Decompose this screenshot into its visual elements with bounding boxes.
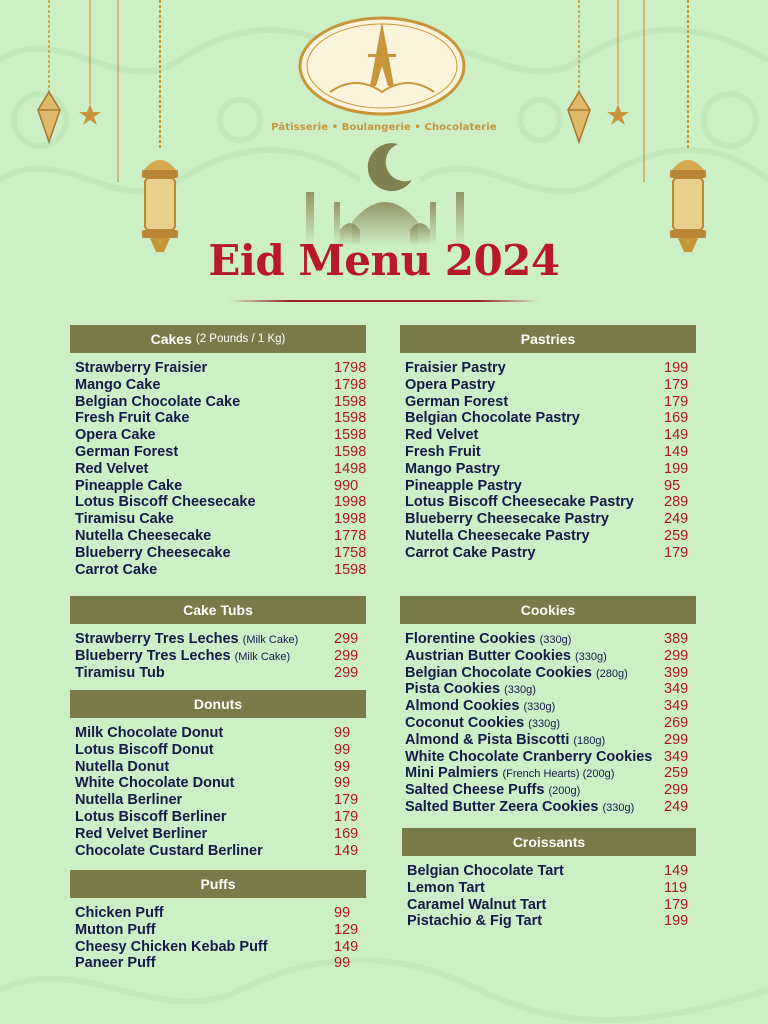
item-label: White Chocolate Donut	[75, 775, 235, 792]
menu-item	[70, 939, 366, 956]
lantern-icon	[564, 0, 594, 150]
section-title: Pastries	[520, 331, 576, 347]
item-label: Red Velvet	[405, 427, 479, 444]
section-note: (2 Pounds / 1 Kg)	[195, 333, 286, 345]
item-price: 179	[664, 896, 689, 913]
item-price: 1598	[334, 393, 367, 410]
menu-item	[400, 444, 696, 461]
item-label: Lotus Biscoff Cheesecake	[75, 494, 256, 511]
item-name	[405, 681, 536, 699]
section-header-cakes	[70, 325, 366, 353]
item-price: 349	[664, 698, 689, 715]
item-price: 389	[664, 631, 689, 647]
item-price: 1498	[334, 460, 367, 477]
item-name	[75, 545, 231, 562]
item-price: 299	[664, 731, 689, 748]
item-price: 179	[664, 544, 689, 561]
item-name	[405, 715, 560, 733]
item-label: German Forest	[75, 443, 179, 460]
item-price: 1598	[334, 561, 367, 578]
item-label: Mutton Puff	[75, 921, 156, 938]
menu-item	[70, 905, 366, 922]
menu-item	[70, 562, 366, 579]
menu-item	[70, 360, 366, 377]
item-price: 119	[664, 879, 688, 896]
section-title: Croissants	[512, 834, 586, 850]
item-label: Austrian Butter Cookies	[405, 647, 571, 664]
item-price: 179	[334, 792, 359, 809]
menu-item	[70, 394, 366, 411]
item-name	[405, 749, 652, 766]
item-price: 1998	[334, 494, 367, 511]
item-name	[75, 922, 156, 939]
menu-item	[70, 377, 366, 394]
item-label: Red Velvet Berliner	[75, 825, 208, 842]
menu-item	[400, 765, 696, 782]
section-header-donuts	[70, 690, 366, 718]
brand-tagline: Pâtisserie • Boulangerie • Chocolaterie	[271, 122, 497, 133]
section-title: Cookies	[520, 602, 576, 618]
item-name	[75, 939, 268, 956]
item-label: Mini Palmiers	[405, 765, 499, 782]
section-header-pastries	[400, 325, 696, 353]
item-name	[407, 863, 564, 880]
item-name	[75, 665, 165, 682]
menu-item	[70, 631, 366, 648]
item-label: Fresh Fruit Cake	[75, 410, 190, 427]
item-name	[75, 631, 298, 649]
item-note: (200g)	[548, 785, 581, 798]
section-header-puffs	[70, 870, 366, 898]
item-label: Milk Chocolate Donut	[75, 725, 224, 741]
item-label: Florentine Cookies	[405, 631, 536, 647]
item-label: Belgian Chocolate Pastry	[405, 410, 580, 427]
item-label: Salted Cheese Puffs	[405, 782, 545, 799]
item-label: Nutella Donut	[75, 758, 170, 775]
item-name	[75, 494, 256, 511]
section-title: Puffs	[200, 876, 236, 892]
item-price: 249	[664, 798, 689, 815]
section-croissants	[402, 828, 696, 930]
item-note: (Milk Cake)	[234, 650, 291, 663]
item-label: Mango Pastry	[405, 460, 501, 477]
menu-item	[70, 648, 366, 665]
menu-item	[70, 528, 366, 545]
star-icon	[78, 0, 102, 128]
item-price: 99	[334, 741, 351, 758]
item-price: 169	[334, 825, 359, 842]
item-note: (330g)	[528, 717, 561, 730]
item-price: 169	[664, 410, 689, 427]
lantern-icon	[658, 0, 718, 256]
item-label: Blueberry Cheesecake	[75, 544, 231, 561]
item-label: Paneer Puff	[75, 955, 156, 972]
item-label: Lemon Tart	[407, 879, 485, 896]
item-price: 299	[334, 647, 359, 664]
item-label: Strawberry Fraisier	[75, 360, 208, 376]
item-price: 249	[664, 511, 689, 528]
item-price: 299	[664, 647, 689, 664]
item-name	[75, 394, 240, 411]
item-price: 990	[334, 477, 359, 494]
item-name	[75, 511, 174, 528]
item-label: Lotus Biscoff Cheesecake Pastry	[405, 494, 634, 511]
item-label: Strawberry Tres Leches	[75, 631, 239, 647]
item-name	[405, 631, 571, 649]
menu-item	[400, 394, 696, 411]
menu-item	[400, 494, 696, 511]
menu-item	[400, 461, 696, 478]
menu-item	[70, 742, 366, 759]
menu-item	[400, 631, 696, 648]
item-name	[75, 562, 157, 579]
menu-item	[402, 880, 696, 897]
menu-item	[400, 511, 696, 528]
item-label: Belgian Chocolate Cookies	[405, 664, 592, 681]
menu-item	[402, 913, 696, 930]
item-price: 259	[664, 765, 689, 782]
menu-item	[400, 410, 696, 427]
menu-item	[70, 444, 366, 461]
item-label: Lotus Biscoff Donut	[75, 741, 214, 758]
item-name	[407, 880, 485, 897]
menu-item	[400, 377, 696, 394]
item-label: Blueberry Cheesecake Pastry	[405, 511, 609, 528]
item-price: 199	[664, 913, 689, 930]
item-price: 149	[664, 863, 689, 879]
item-name	[75, 955, 156, 972]
menu-item	[400, 749, 696, 766]
item-name	[405, 732, 605, 750]
section-pastries	[400, 325, 696, 562]
item-label: Mango Cake	[75, 376, 161, 393]
item-label: Opera Pastry	[405, 376, 496, 393]
item-label: Nutella Berliner	[75, 792, 183, 809]
page-title: Eid Menu 2024	[208, 236, 560, 285]
menu-item	[70, 725, 366, 742]
menu-item	[70, 478, 366, 495]
item-name	[75, 444, 178, 461]
item-price: 95	[664, 477, 681, 494]
item-name	[405, 360, 506, 377]
item-label: Carrot Cake Pastry	[405, 544, 536, 561]
item-price: 149	[664, 443, 689, 460]
item-price: 1798	[334, 360, 367, 376]
title-divider	[228, 300, 540, 302]
item-price: 149	[334, 842, 359, 859]
menu-item	[70, 410, 366, 427]
item-name	[405, 665, 628, 683]
menu-item	[70, 809, 366, 826]
item-note: (330g)	[575, 650, 607, 663]
item-label: Chocolate Custard Berliner	[75, 842, 263, 859]
item-price: 259	[664, 527, 689, 544]
item-price: 299	[334, 631, 359, 647]
item-label: Salted Butter Zeera Cookies	[405, 798, 599, 815]
section-header-croissants	[402, 828, 696, 856]
item-label: Carrot Cake	[75, 561, 158, 578]
item-note: (330g)	[523, 701, 556, 714]
menu-item	[70, 759, 366, 776]
menu-item	[70, 922, 366, 939]
item-label: Opera Cake	[75, 427, 156, 444]
section-donuts	[70, 690, 366, 859]
item-label: Blueberry Tres Leches	[75, 647, 231, 664]
item-price: 1598	[334, 410, 367, 427]
menu-item	[400, 478, 696, 495]
menu-item	[400, 528, 696, 545]
item-name	[75, 809, 226, 826]
menu-item	[70, 545, 366, 562]
section-cake-tubs	[70, 596, 366, 681]
item-label: Coconut Cookies	[405, 714, 525, 731]
menu-item	[402, 897, 696, 914]
menu-item	[400, 360, 696, 377]
menu-item	[70, 775, 366, 792]
item-name	[405, 427, 478, 444]
item-label: Almond & Pista Biscotti	[405, 731, 570, 748]
lantern-icon	[34, 0, 64, 150]
crescent-moon-icon	[104, 0, 128, 206]
item-label: Belgian Chocolate Cake	[75, 393, 241, 410]
menu-item	[400, 782, 696, 799]
item-price: 1758	[334, 544, 367, 561]
item-label: Red Velvet	[75, 460, 149, 477]
item-name	[75, 360, 207, 377]
item-note: (180g)	[573, 734, 606, 747]
item-label: Pineapple Pastry	[405, 477, 522, 494]
item-note: (Milk Cake)	[242, 634, 299, 646]
item-name	[405, 648, 607, 666]
item-price: 179	[334, 808, 359, 825]
item-label: German Forest	[405, 393, 509, 410]
item-label: Belgian Chocolate Tart	[407, 863, 564, 879]
item-price: 99	[334, 775, 351, 792]
section-title: Donuts	[193, 696, 243, 712]
item-label: Tiramisu Cake	[75, 511, 174, 528]
item-name	[405, 528, 590, 545]
menu-item	[70, 427, 366, 444]
item-name	[75, 528, 211, 545]
item-label: Fresh Fruit	[405, 443, 481, 460]
menu-item	[400, 665, 696, 682]
item-name	[405, 444, 481, 461]
menu-item	[400, 799, 696, 816]
eiffel-tower-logo-icon	[296, 14, 468, 118]
item-price: 99	[334, 725, 351, 741]
menu-item	[400, 732, 696, 749]
item-label: White Chocolate Cranberry Cookies	[405, 748, 653, 765]
item-name	[405, 765, 614, 783]
menu-item	[400, 648, 696, 665]
item-name	[75, 826, 207, 843]
item-label: Fraisier Pastry	[405, 360, 506, 376]
item-name	[75, 905, 164, 922]
section-title: Cake Tubs	[183, 602, 253, 618]
menu-item	[70, 494, 366, 511]
item-label: Pistachio & Fig Tart	[407, 913, 543, 930]
item-label: Nutella Cheesecake Pastry	[405, 527, 590, 544]
item-note: (330g)	[602, 801, 635, 814]
section-puffs	[70, 870, 366, 972]
item-price: 1598	[334, 427, 367, 444]
item-name	[405, 494, 634, 511]
item-name	[405, 799, 634, 817]
item-name	[75, 461, 148, 478]
item-price: 99	[334, 758, 351, 775]
item-price: 199	[664, 460, 689, 477]
item-name	[405, 410, 580, 427]
item-name	[405, 698, 555, 716]
item-name	[405, 782, 580, 800]
item-label: Pineapple Cake	[75, 477, 183, 494]
menu-item	[70, 665, 366, 682]
item-name	[75, 725, 223, 742]
item-name	[405, 511, 609, 528]
item-name	[75, 648, 290, 666]
section-cookies	[400, 596, 696, 816]
item-price: 399	[664, 664, 689, 681]
item-name	[75, 410, 189, 427]
item-price: 99	[334, 955, 351, 972]
item-name	[405, 478, 522, 495]
section-cakes	[70, 325, 366, 578]
item-price: 1798	[334, 376, 367, 393]
menu-item	[400, 427, 696, 444]
item-name	[75, 377, 160, 394]
item-name	[405, 461, 500, 478]
menu-item	[70, 826, 366, 843]
item-name	[405, 545, 536, 562]
menu-item	[400, 698, 696, 715]
item-label: Chicken Puff	[75, 905, 164, 921]
section-title: Cakes	[150, 331, 192, 347]
item-label: Tiramisu Tub	[75, 664, 165, 681]
item-price: 299	[334, 664, 359, 681]
item-name	[75, 478, 182, 495]
item-price: 349	[664, 681, 689, 698]
item-name	[75, 775, 235, 792]
menu-item	[70, 792, 366, 809]
section-header-cake-tubs	[70, 596, 366, 624]
item-price: 269	[664, 714, 689, 731]
item-note: (French Hearts) (200g)	[502, 768, 615, 781]
item-name	[407, 913, 542, 930]
item-price: 289	[664, 494, 689, 511]
item-name	[75, 742, 214, 759]
item-price: 129	[334, 921, 359, 938]
menu-item	[402, 863, 696, 880]
item-price: 349	[664, 748, 689, 765]
menu-item	[70, 843, 366, 860]
item-name	[405, 377, 495, 394]
item-price: 179	[664, 393, 689, 410]
menu-item	[70, 511, 366, 528]
crescent-moon-icon	[632, 0, 656, 206]
menu-item	[70, 955, 366, 972]
star-icon	[606, 0, 630, 128]
menu-item	[400, 545, 696, 562]
menu-item	[400, 715, 696, 732]
section-header-cookies	[400, 596, 696, 624]
item-label: Nutella Cheesecake	[75, 527, 212, 544]
item-note: (280g)	[595, 667, 628, 680]
item-name	[75, 759, 169, 776]
item-name	[75, 427, 156, 444]
item-name	[75, 792, 182, 809]
menu-item	[70, 461, 366, 478]
item-price: 299	[664, 782, 689, 799]
item-price: 1998	[334, 511, 367, 528]
item-label: Almond Cookies	[405, 698, 520, 715]
item-label: Pista Cookies	[405, 681, 501, 698]
item-price: 199	[664, 360, 689, 376]
item-price: 149	[664, 427, 689, 444]
item-label: Cheesy Chicken Kebab Puff	[75, 938, 268, 955]
item-price: 179	[664, 376, 689, 393]
item-note: (330g)	[504, 684, 536, 697]
menu-item	[400, 681, 696, 698]
lantern-icon	[130, 0, 190, 256]
item-price: 149	[334, 938, 359, 955]
crescent-moon-icon	[360, 140, 416, 192]
item-price: 1598	[334, 443, 367, 460]
item-name	[75, 843, 263, 860]
item-price: 1778	[334, 527, 367, 544]
item-note: (330g)	[539, 634, 572, 646]
item-label: Caramel Walnut Tart	[407, 896, 547, 913]
item-name	[407, 897, 546, 914]
item-name	[405, 394, 508, 411]
item-label: Lotus Biscoff Berliner	[75, 808, 227, 825]
item-price: 99	[334, 905, 351, 921]
